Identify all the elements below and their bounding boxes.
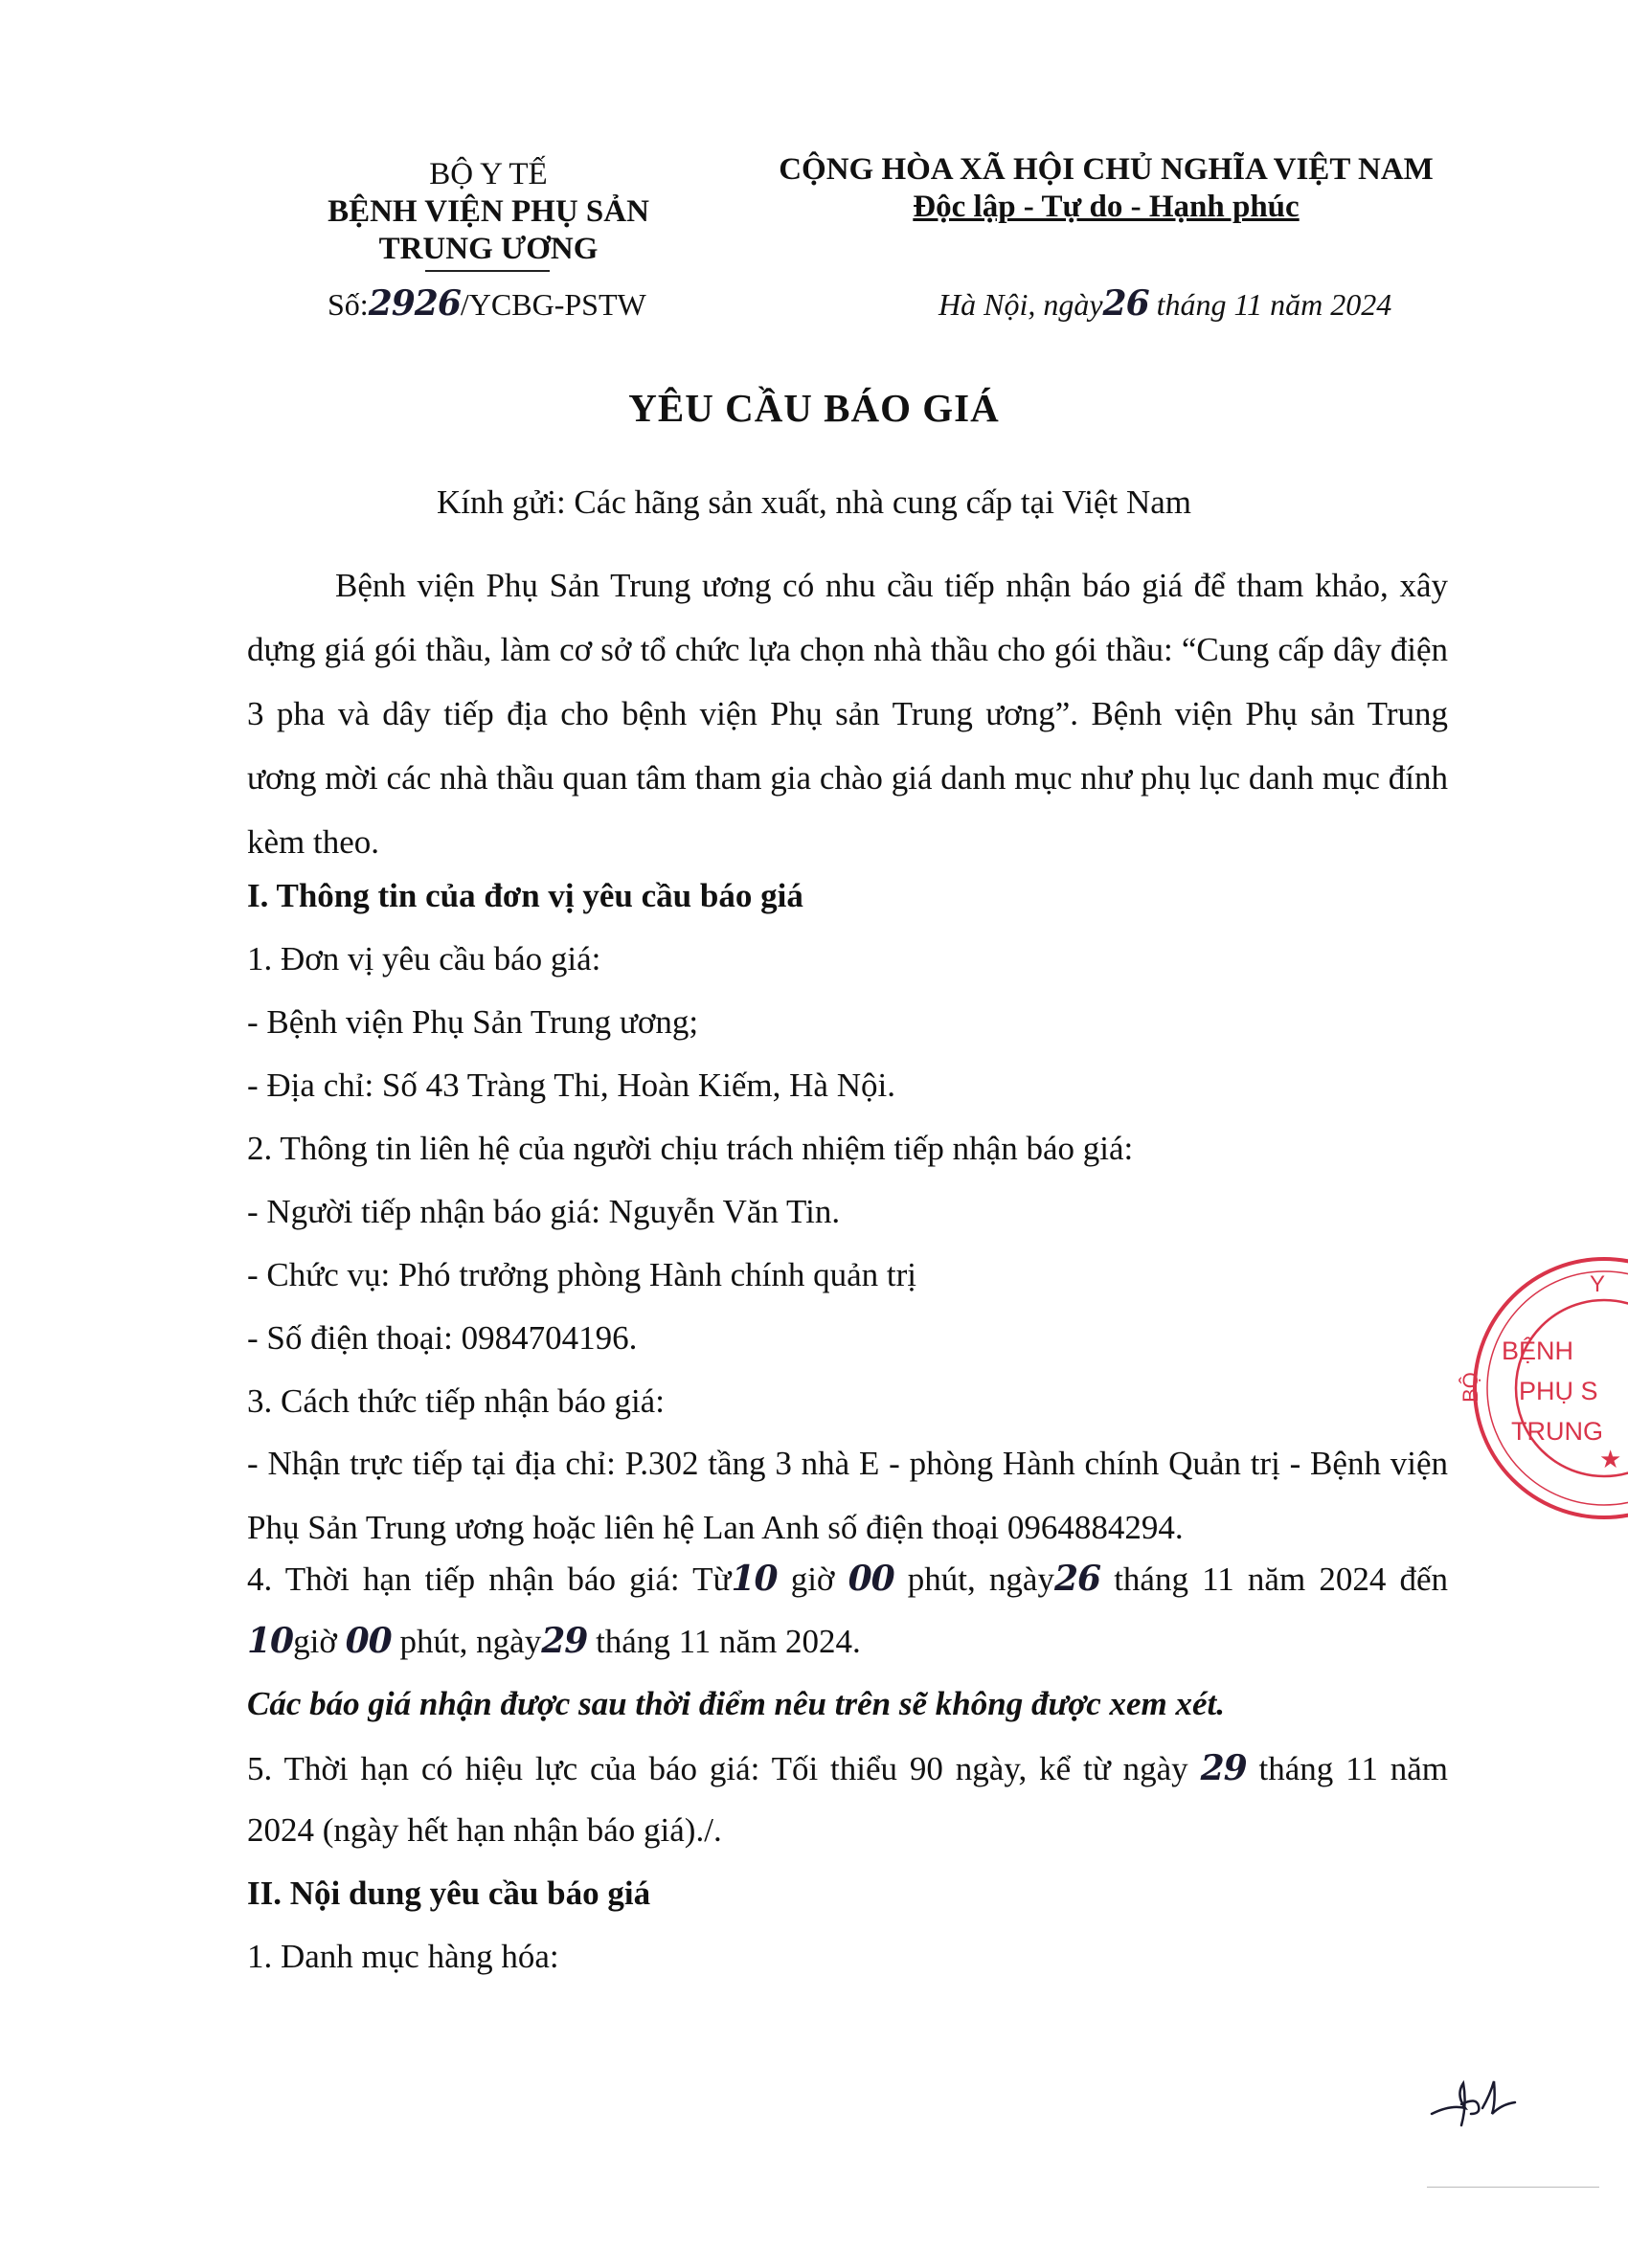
intro-paragraph: Bệnh viện Phụ Sản Trung ương có nhu cầu tiếp nhận báo giá để tham khảo, xây dựng giá gói thầu, làm cơ sở tổ chức lựa chọn nhà thầu cho gói thầu: “Cung cấp dây điện 3 pha và dây tiếp địa cho bệnh viện Phụ sản Trung ương”. Bệnh viện Phụ sản Trung ương mời các nhà thầu quan tâm tham gia chào giá danh mục như phụ lục danh mục đính kèm theo. [247, 567, 1448, 861]
start-minute-handwritten: 00 [848, 1559, 894, 1599]
seal-center-text [1502, 1331, 1603, 1451]
requesting-unit: - Bệnh viện Phụ Sản Trung ương; [247, 1003, 699, 1041]
item5-line2: 2024 (ngày hết hạn nhận báo giá)./. [247, 1811, 722, 1849]
hospital-name-line2: TRUNG ƯƠNG [378, 232, 599, 266]
header-right [752, 151, 1460, 226]
section1-heading: I. Thông tin của đơn vị yêu cầu báo giá [247, 877, 803, 914]
doc-number-suffix: /YCBG-PSTW [460, 287, 646, 322]
end-minute-handwritten: 00 [345, 1621, 392, 1661]
unit-address: - Địa chỉ: Số 43 Tràng Thi, Hoàn Kiếm, Hà Nội. [247, 1067, 895, 1104]
item5-prefix: 5. Thời hạn có hiệu lực của báo giá: Tối thiểu 90 ngày, kể từ ngày [247, 1750, 1201, 1787]
end-hour-word: giờ [293, 1623, 346, 1660]
ministry-name: BỘ Y TẾ [429, 157, 548, 191]
document-number [328, 283, 646, 324]
receiving-method: - Nhận trực tiếp tại địa chỉ: P.302 tầng 3 nhà E - phòng Hành chính Quản trị - Bệnh viện Phụ Sản Trung ương hoặc liên hệ Lan Anh số điện thoại 0964884294. [247, 1445, 1448, 1546]
start-day-handwritten: 26 [1053, 1559, 1101, 1599]
header-left [239, 156, 737, 268]
date-prefix: Hà Nội, ngày [938, 287, 1103, 322]
item5-line1 [247, 1748, 1448, 1788]
late-notice: Các báo giá nhận được sau thời điểm nêu trên sẽ không được xem xét. [247, 1685, 1225, 1722]
end-hour-handwritten: 10 [247, 1621, 294, 1661]
start-date-rest: tháng 11 năm 2024 đến [1100, 1561, 1448, 1598]
hour-word: giờ [777, 1561, 848, 1598]
seal-line2: PHỤ S [1519, 1377, 1598, 1405]
item4-line1 [247, 1559, 1448, 1599]
document-title: YÊU CẦU BÁO GIÁ [628, 386, 1000, 430]
hospital-seal [1456, 1252, 1628, 1530]
section2-heading: II. Nội dung yêu cầu báo giá [247, 1875, 651, 1912]
doc-number-prefix: Số: [328, 287, 369, 322]
item4-prefix: 4. Thời hạn tiếp nhận báo giá: Từ [247, 1561, 732, 1598]
initials-signature [1427, 2076, 1532, 2133]
seal-star-icon: ★ [1599, 1446, 1622, 1474]
seal-line3: TRUNG [1511, 1417, 1603, 1446]
item2-label: 2. Thông tin liên hệ của người chịu trách nhiệm tiếp nhận báo giá: [247, 1130, 1134, 1167]
date-suffix: tháng 11 năm 2024 [1148, 287, 1392, 322]
item4-line2 [247, 1621, 1448, 1661]
end-minute-word: phút, ngày [391, 1623, 542, 1660]
national-motto: Độc lập - Tự do - Hạnh phúc [913, 190, 1300, 224]
end-date-rest: tháng 11 năm 2024. [587, 1623, 861, 1660]
contact-position: - Chức vụ: Phó trưởng phòng Hành chính quản trị [247, 1256, 917, 1293]
start-hour-handwritten: 10 [731, 1559, 778, 1599]
validity-day-handwritten: 29 [1200, 1748, 1247, 1788]
hospital-name-line1: BỆNH VIỆN PHỤ SẢN [328, 194, 649, 229]
addressee: Kính gửi: Các hãng sản xuất, nhà cung cấp tại Việt Nam [437, 483, 1191, 521]
seal-ring-text: Y [1590, 1271, 1606, 1297]
document-date [938, 283, 1391, 324]
doc-number-handwritten: 2926 [368, 283, 461, 324]
item1-label: 1. Đơn vị yêu cầu báo giá: [247, 940, 601, 977]
date-day-handwritten: 26 [1102, 283, 1149, 324]
seal-side-text: BỘ [1458, 1372, 1482, 1403]
header-left-underline [425, 270, 550, 272]
seal-line1: BỆNH [1502, 1336, 1574, 1365]
item5-rest: tháng 11 năm [1246, 1750, 1449, 1787]
scan-margin-line [1427, 2187, 1599, 2188]
contact-person: - Người tiếp nhận báo giá: Nguyễn Văn Tin. [247, 1193, 841, 1230]
item3-label: 3. Cách thức tiếp nhận báo giá: [247, 1382, 665, 1420]
nation-name: CỘNG HÒA XÃ HỘI CHỦ NGHĨA VIỆT NAM [779, 152, 1434, 187]
end-day-handwritten: 29 [541, 1621, 588, 1661]
minute-word: phút, ngày [893, 1561, 1054, 1598]
goods-list-label: 1. Danh mục hàng hóa: [247, 1938, 559, 1975]
contact-phone: - Số điện thoại: 0984704196. [247, 1319, 638, 1357]
